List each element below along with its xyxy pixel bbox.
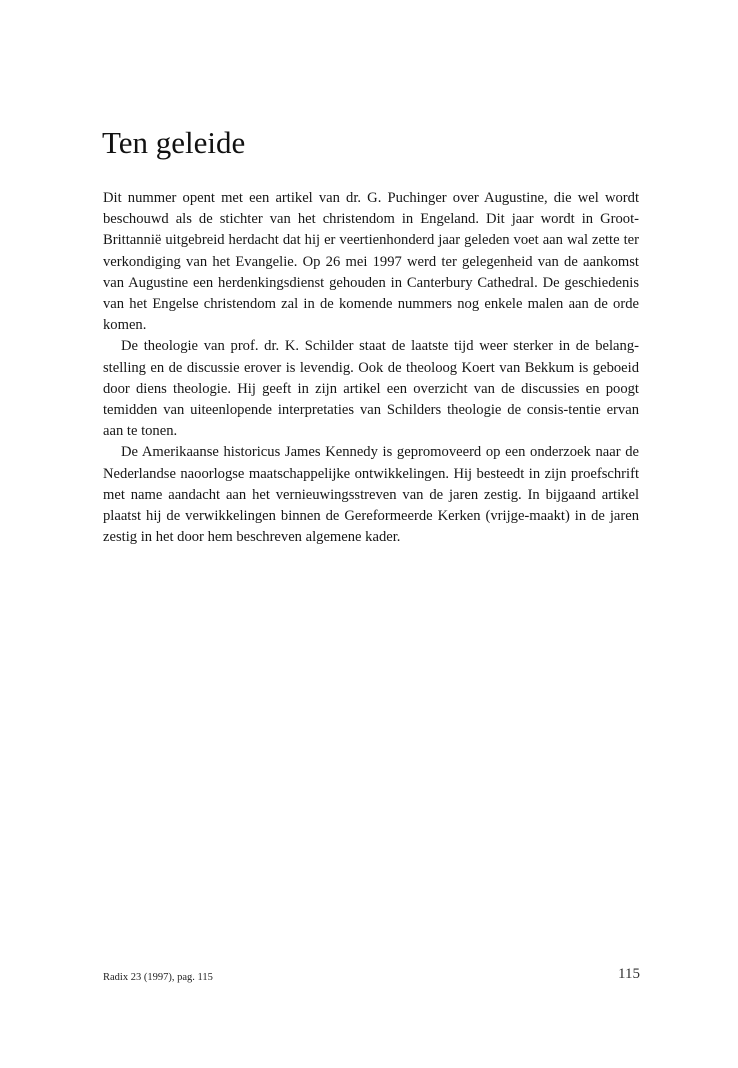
page-title: Ten geleide: [102, 125, 246, 160]
article-body: [103, 188, 639, 548]
footer-citation: Radix 23 (1997), pag. 115: [103, 972, 213, 983]
paragraph-kennedy: De Amerikaanse historicus James Kennedy is gepromoveerd op een onderzoek naar de Nederlandse naoorlogse maatschappelijke ontwikkelingen. Hij besteedt in zijn proefschrift met name aandacht aan het vernieuwingsstreven van de jaren zestig. In bijgaand artikel plaatst hij de verwikkelingen binnen de Gereformeerde Kerken (vrijge-maakt) in de jaren zestig in het door hem beschreven algemene kader.: [103, 444, 639, 546]
paragraph-intro-puchinger: Dit nummer opent met een artikel van dr. G. Puchinger over Augustine, die wel wordt beschouwd als de stichter van het christendom in Engeland. Dit jaar wordt in Groot-Brittannië uitgebreid herdacht dat hij er veertienhonderd jaar geleden voet aan wal zette ter verkondiging van het Evangelie. Op 26 mei 1997 werd ter gelegenheid van de aankomst van Augustine een herdenkingsdienst gehouden in Canterbury Cathedral. De geschiedenis van het Engelse christendom zal in de komende nummers nog enkele malen aan de orde komen.: [103, 190, 639, 334]
paragraph-schilder: De theologie van prof. dr. K. Schilder staat de laatste tijd weer sterker in de belang-stelling en de discussie erover is levendig. Ook de theoloog Koert van Bekkum is geboeid door diens theologie. Hij geeft in zijn artikel een overzicht van de discussies en poogt temidden van uiteenlopende interpretaties van Schilders theologie de consis-tentie ervan aan te tonen.: [103, 338, 639, 440]
page-number: 115: [618, 966, 640, 982]
